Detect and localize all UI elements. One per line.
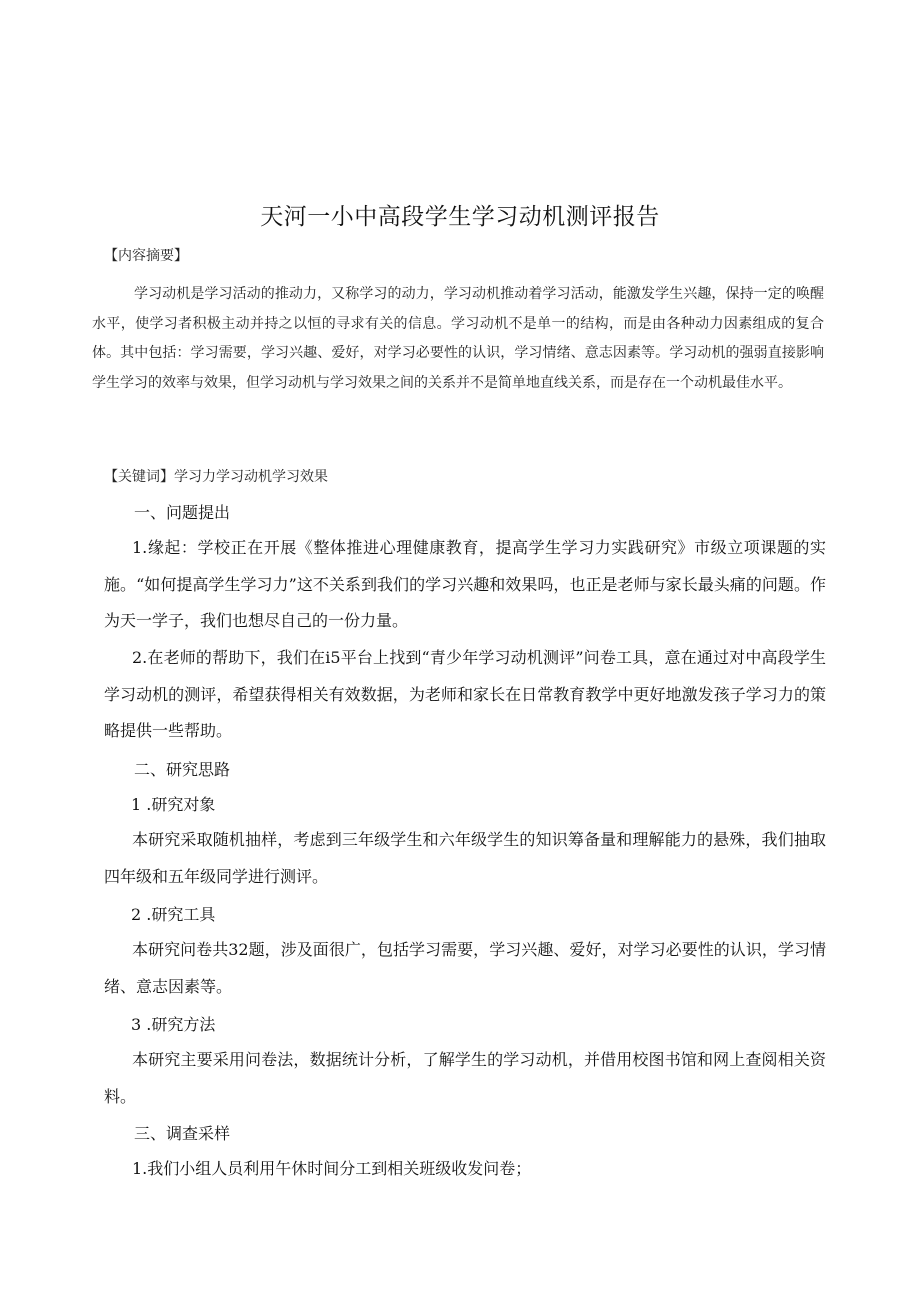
keywords-line: 【关键词】学习力学习动机学习效果 bbox=[104, 469, 328, 485]
abstract-paragraph: 学习动机是学习活动的推动力，又称学习的动力，学习动机推动着学习活动，能激发学生兴趣，保持一定的唤醒水平，使学习者积极主动并持之以恒的寻求有关的信息。学习动机不是单一的结构，而是由各种动力因素组成的复合体。其中包括：学习需要，学习兴趣、爱好，对学习必要性的认识，学习情绪、意志因素等。学习动机的强弱直接影响学生学习的效率与效果，但学习动机与学习效果之间的关系并不是简单地直线关系，而是存在一个动机最佳水平。 bbox=[92, 286, 824, 391]
paragraph-tool-source: 2.在老师的帮助下，我们在i5平台上找到“青少年学习动机测评”问卷工具，意在通过对中高段学生学习动机的测评，希望获得相关有效数据，为老师和家长在日常教育教学中更好地激发孩子学习力的策略提供一些帮助。 bbox=[104, 648, 826, 740]
paragraph-research-tool: 本研究问卷共32题，涉及面很广，包括学习需要，学习兴趣、爱好，对学习必要性的认识，学习情绪、意志因素等。 bbox=[104, 940, 826, 996]
document-title: 天河一小中高段学生学习动机测评报告 bbox=[260, 204, 660, 230]
paragraph-origin: 1.缘起：学校正在开展《整体推进心理健康教育，提高学生学习力实践研究》市级立项课题的实施。“如何提高学生学习力”这不关系到我们的学习兴趣和效果吗，也正是老师与家长最头痛的问题。作为天一学子，我们也想尽自己的一份力量。 bbox=[104, 538, 826, 630]
paragraph-research-method: 本研究主要采用问卷法，数据统计分析，了解学生的学习动机，并借用校图书馆和网上查阅相关资料。 bbox=[104, 1050, 826, 1106]
paragraph-research-object: 本研究采取随机抽样，考虑到三年级学生和六年级学生的知识筹备量和理解能力的悬殊，我们抽取四年级和五年级同学进行测评。 bbox=[104, 830, 826, 886]
abstract-label: 【内容摘要】 bbox=[104, 248, 188, 264]
subheading-research-object: 1 .研究对象 bbox=[131, 795, 216, 814]
section-heading-research-approach: 二、研究思路 bbox=[134, 760, 231, 779]
subheading-research-method: 3 .研究方法 bbox=[131, 1015, 216, 1034]
subheading-research-tool: 2 .研究工具 bbox=[131, 905, 216, 924]
section-heading-problem: 一、问题提出 bbox=[134, 503, 231, 522]
paragraph-sampling-step1: 1.我们小组人员利用午休时间分工到相关班级收发问卷； bbox=[132, 1159, 532, 1178]
section-heading-sampling: 三、调查采样 bbox=[134, 1124, 231, 1143]
